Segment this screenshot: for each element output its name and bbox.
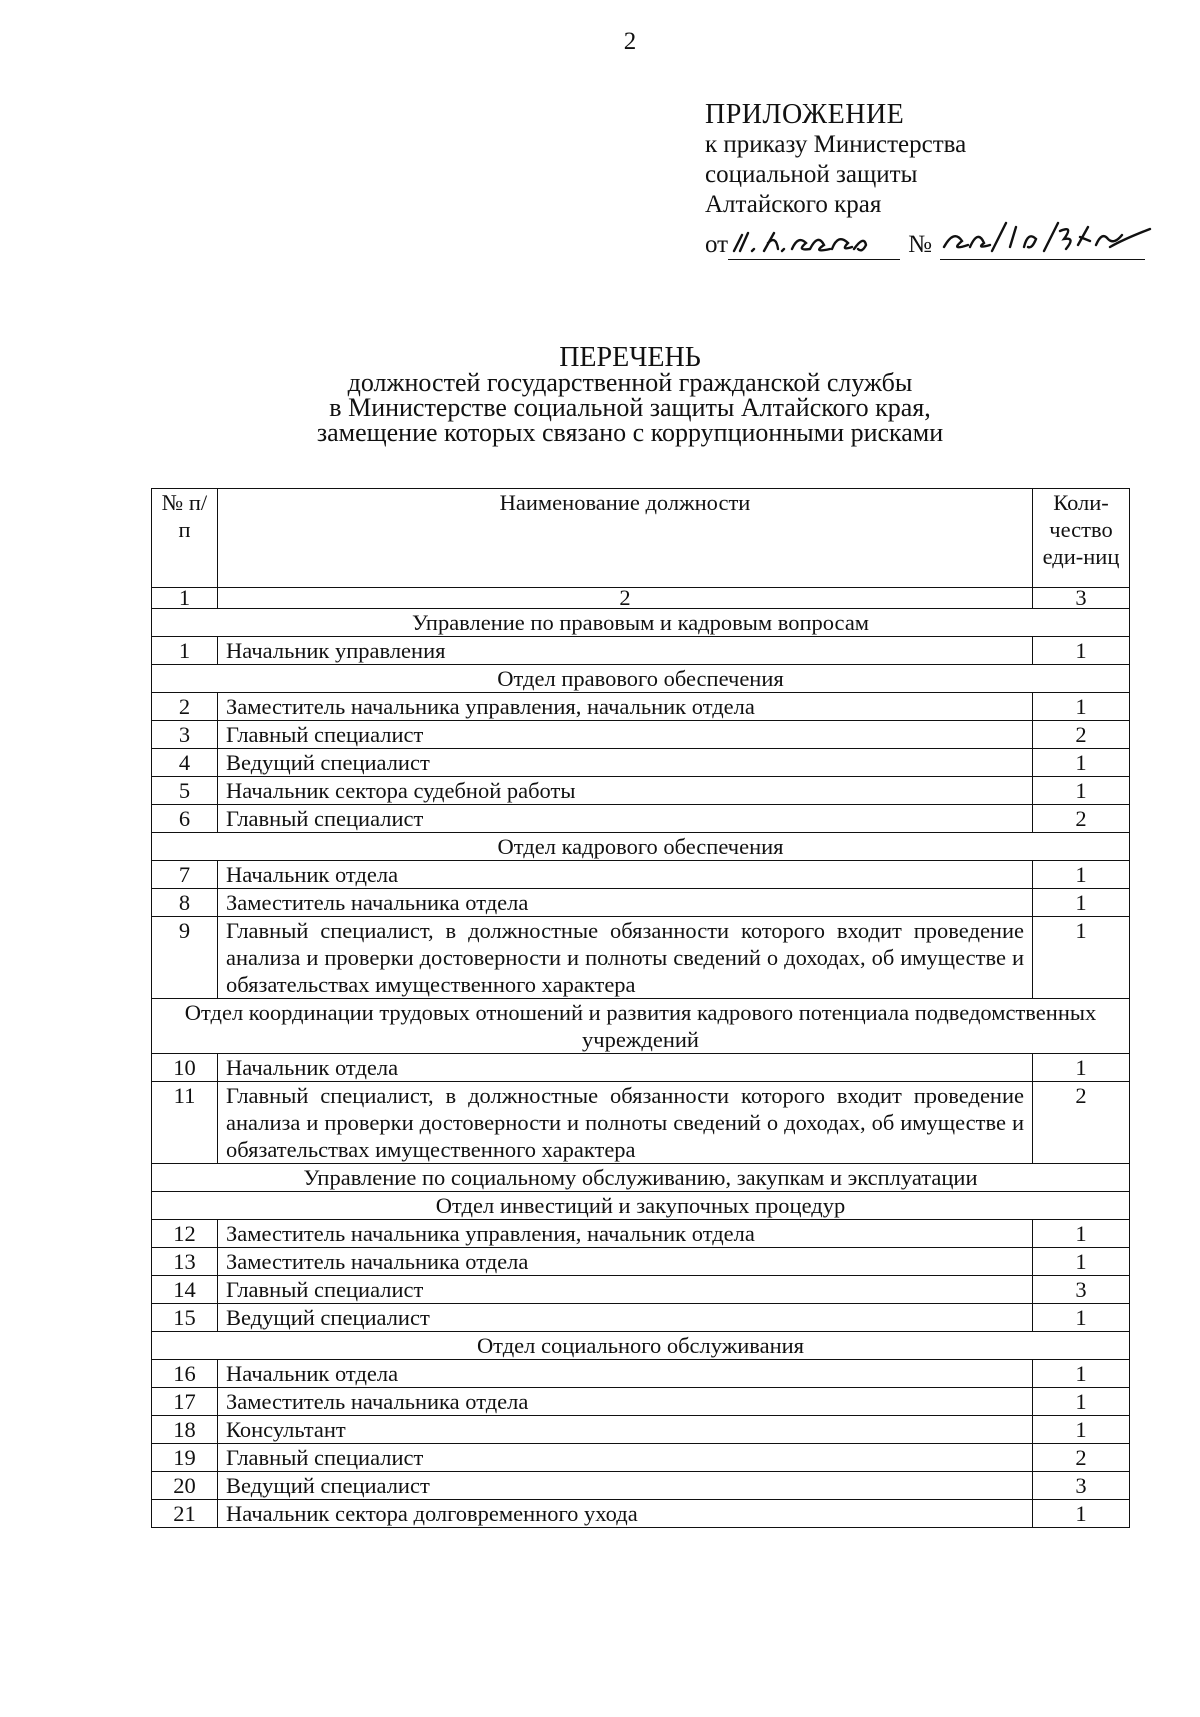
table-row bbox=[152, 861, 1130, 889]
row-number: 3 bbox=[152, 721, 218, 749]
table-row bbox=[152, 1248, 1130, 1276]
table-row bbox=[152, 917, 1130, 999]
row-number: 7 bbox=[152, 861, 218, 889]
position-name: Заместитель начальника управления, начальник отдела bbox=[218, 693, 1033, 721]
handwritten-number-scribble bbox=[940, 217, 1170, 261]
table-row bbox=[152, 1500, 1130, 1528]
position-count: 1 bbox=[1033, 861, 1130, 889]
table-header-row bbox=[152, 489, 1130, 588]
handwritten-number bbox=[940, 223, 1145, 260]
table-row bbox=[152, 805, 1130, 833]
table-row bbox=[152, 1304, 1130, 1332]
appendix-line: к приказу Министерства bbox=[705, 131, 967, 158]
position-count: 3 bbox=[1033, 1276, 1130, 1304]
handwritten-date bbox=[728, 223, 900, 260]
row-number: 8 bbox=[152, 889, 218, 917]
positions-table bbox=[151, 488, 1130, 1528]
position-name: Начальник отдела bbox=[218, 861, 1033, 889]
table-row bbox=[152, 637, 1130, 665]
position-count: 2 bbox=[1033, 1082, 1130, 1164]
table-row bbox=[152, 1276, 1130, 1304]
row-number: 15 bbox=[152, 1304, 218, 1332]
position-name: Главный специалист bbox=[218, 1276, 1033, 1304]
row-number: 5 bbox=[152, 777, 218, 805]
section-title: Отдел кадрового обеспечения bbox=[152, 833, 1130, 861]
position-name: Ведущий специалист bbox=[218, 1472, 1033, 1500]
row-number: 18 bbox=[152, 1416, 218, 1444]
position-count: 1 bbox=[1033, 637, 1130, 665]
header-count: Коли-чество еди-ниц bbox=[1033, 489, 1130, 588]
position-count: 1 bbox=[1033, 777, 1130, 805]
row-number: 10 bbox=[152, 1054, 218, 1082]
row-number: 19 bbox=[152, 1444, 218, 1472]
position-name: Начальник сектора долговременного ухода bbox=[218, 1500, 1033, 1528]
position-name: Заместитель начальника управления, начальник отдела bbox=[218, 1220, 1033, 1248]
position-name: Главный специалист, в должностные обязанности которого входит проведение анализа и проверки достоверности и полноты сведений о доходах, об имуществе и обязательствах имущественного характера bbox=[218, 1082, 1033, 1164]
position-name: Главный специалист bbox=[218, 1444, 1033, 1472]
row-number: 13 bbox=[152, 1248, 218, 1276]
table-section-row bbox=[152, 1164, 1130, 1192]
document-subtitle-line: должностей государственной гражданской службы bbox=[347, 368, 913, 397]
row-number: 17 bbox=[152, 1388, 218, 1416]
position-name: Ведущий специалист bbox=[218, 1304, 1033, 1332]
column-index: 1 bbox=[152, 588, 218, 609]
position-count: 1 bbox=[1033, 917, 1130, 999]
position-name: Консультант bbox=[218, 1416, 1033, 1444]
position-count: 2 bbox=[1033, 1444, 1130, 1472]
table-row bbox=[152, 1472, 1130, 1500]
position-name: Ведущий специалист bbox=[218, 749, 1033, 777]
row-number: 21 bbox=[152, 1500, 218, 1528]
column-index: 2 bbox=[218, 588, 1033, 609]
section-title: Отдел социального обслуживания bbox=[152, 1332, 1130, 1360]
appendix-line: Алтайского края bbox=[705, 191, 882, 218]
section-title: Отдел инвестиций и закупочных процедур bbox=[152, 1192, 1130, 1220]
position-name: Заместитель начальника отдела bbox=[218, 1248, 1033, 1276]
table-row bbox=[152, 1388, 1130, 1416]
table-section-row bbox=[152, 609, 1130, 637]
position-count: 1 bbox=[1033, 1220, 1130, 1248]
position-name: Начальник сектора судебной работы bbox=[218, 777, 1033, 805]
row-number: 12 bbox=[152, 1220, 218, 1248]
row-number: 4 bbox=[152, 749, 218, 777]
table-section-row bbox=[152, 999, 1130, 1054]
position-count: 2 bbox=[1033, 805, 1130, 833]
table-row bbox=[152, 889, 1130, 917]
header-num: № п/п bbox=[152, 489, 218, 588]
header-name: Наименование должности bbox=[218, 489, 1033, 588]
document-title-block bbox=[0, 342, 1200, 447]
section-title: Отдел координации трудовых отношений и развития кадрового потенциала подведомственных учреждений bbox=[152, 999, 1130, 1054]
table-row bbox=[152, 1444, 1130, 1472]
appendix-block bbox=[705, 100, 1145, 260]
row-number: 9 bbox=[152, 917, 218, 999]
table-row bbox=[152, 749, 1130, 777]
section-title: Управление по социальному обслуживанию, закупкам и эксплуатации bbox=[152, 1164, 1130, 1192]
table-row bbox=[152, 721, 1130, 749]
position-name: Начальник отдела bbox=[218, 1054, 1033, 1082]
position-name: Главный специалист bbox=[218, 721, 1033, 749]
position-count: 1 bbox=[1033, 1388, 1130, 1416]
position-name: Главный специалист, в должностные обязанности которого входит проведение анализа и проверки достоверности и полноты сведений о доходах, об имуществе и обязательствах имущественного характера bbox=[218, 917, 1033, 999]
column-index-row bbox=[152, 588, 1130, 609]
table-section-row bbox=[152, 1332, 1130, 1360]
table-row bbox=[152, 1416, 1130, 1444]
position-count: 1 bbox=[1033, 749, 1130, 777]
row-number: 16 bbox=[152, 1360, 218, 1388]
position-count: 1 bbox=[1033, 1304, 1130, 1332]
position-count: 1 bbox=[1033, 1416, 1130, 1444]
table-row bbox=[152, 777, 1130, 805]
order-date-number-line bbox=[705, 222, 1145, 260]
row-number: 11 bbox=[152, 1082, 218, 1164]
table-row bbox=[152, 1082, 1130, 1164]
position-count: 1 bbox=[1033, 1054, 1130, 1082]
appendix-line: социальной защиты bbox=[705, 161, 918, 188]
column-index: 3 bbox=[1033, 588, 1130, 609]
handwritten-date-scribble bbox=[728, 221, 900, 261]
row-number: 6 bbox=[152, 805, 218, 833]
table-row bbox=[152, 1360, 1130, 1388]
position-count: 3 bbox=[1033, 1472, 1130, 1500]
row-number: 1 bbox=[152, 637, 218, 665]
document-subtitle-line: в Министерстве социальной защиты Алтайского края, bbox=[329, 393, 931, 422]
document-subtitle-line: замещение которых связано с коррупционными рисками bbox=[316, 418, 944, 447]
position-name: Начальник управления bbox=[218, 637, 1033, 665]
section-title: Отдел правового обеспечения bbox=[152, 665, 1130, 693]
position-count: 1 bbox=[1033, 889, 1130, 917]
position-count: 1 bbox=[1033, 693, 1130, 721]
table-section-row bbox=[152, 665, 1130, 693]
page-number: 2 bbox=[623, 28, 637, 55]
position-name: Главный специалист bbox=[218, 805, 1033, 833]
table-section-row bbox=[152, 833, 1130, 861]
position-count: 1 bbox=[1033, 1500, 1130, 1528]
table-row bbox=[152, 693, 1130, 721]
document-title: ПЕРЕЧЕНЬ bbox=[559, 342, 701, 373]
row-number: 2 bbox=[152, 693, 218, 721]
appendix-heading: ПРИЛОЖЕНИЕ bbox=[705, 99, 905, 130]
position-count: 1 bbox=[1033, 1248, 1130, 1276]
position-name: Начальник отдела bbox=[218, 1360, 1033, 1388]
row-number: 14 bbox=[152, 1276, 218, 1304]
table-row bbox=[152, 1220, 1130, 1248]
table-section-row bbox=[152, 1192, 1130, 1220]
row-number: 20 bbox=[152, 1472, 218, 1500]
section-title: Управление по правовым и кадровым вопросам bbox=[152, 609, 1130, 637]
table-row bbox=[152, 1054, 1130, 1082]
position-name: Заместитель начальника отдела bbox=[218, 889, 1033, 917]
number-prefix: № bbox=[908, 231, 932, 258]
position-name: Заместитель начальника отдела bbox=[218, 1388, 1033, 1416]
date-prefix: от bbox=[705, 231, 729, 258]
position-count: 2 bbox=[1033, 721, 1130, 749]
position-count: 1 bbox=[1033, 1360, 1130, 1388]
